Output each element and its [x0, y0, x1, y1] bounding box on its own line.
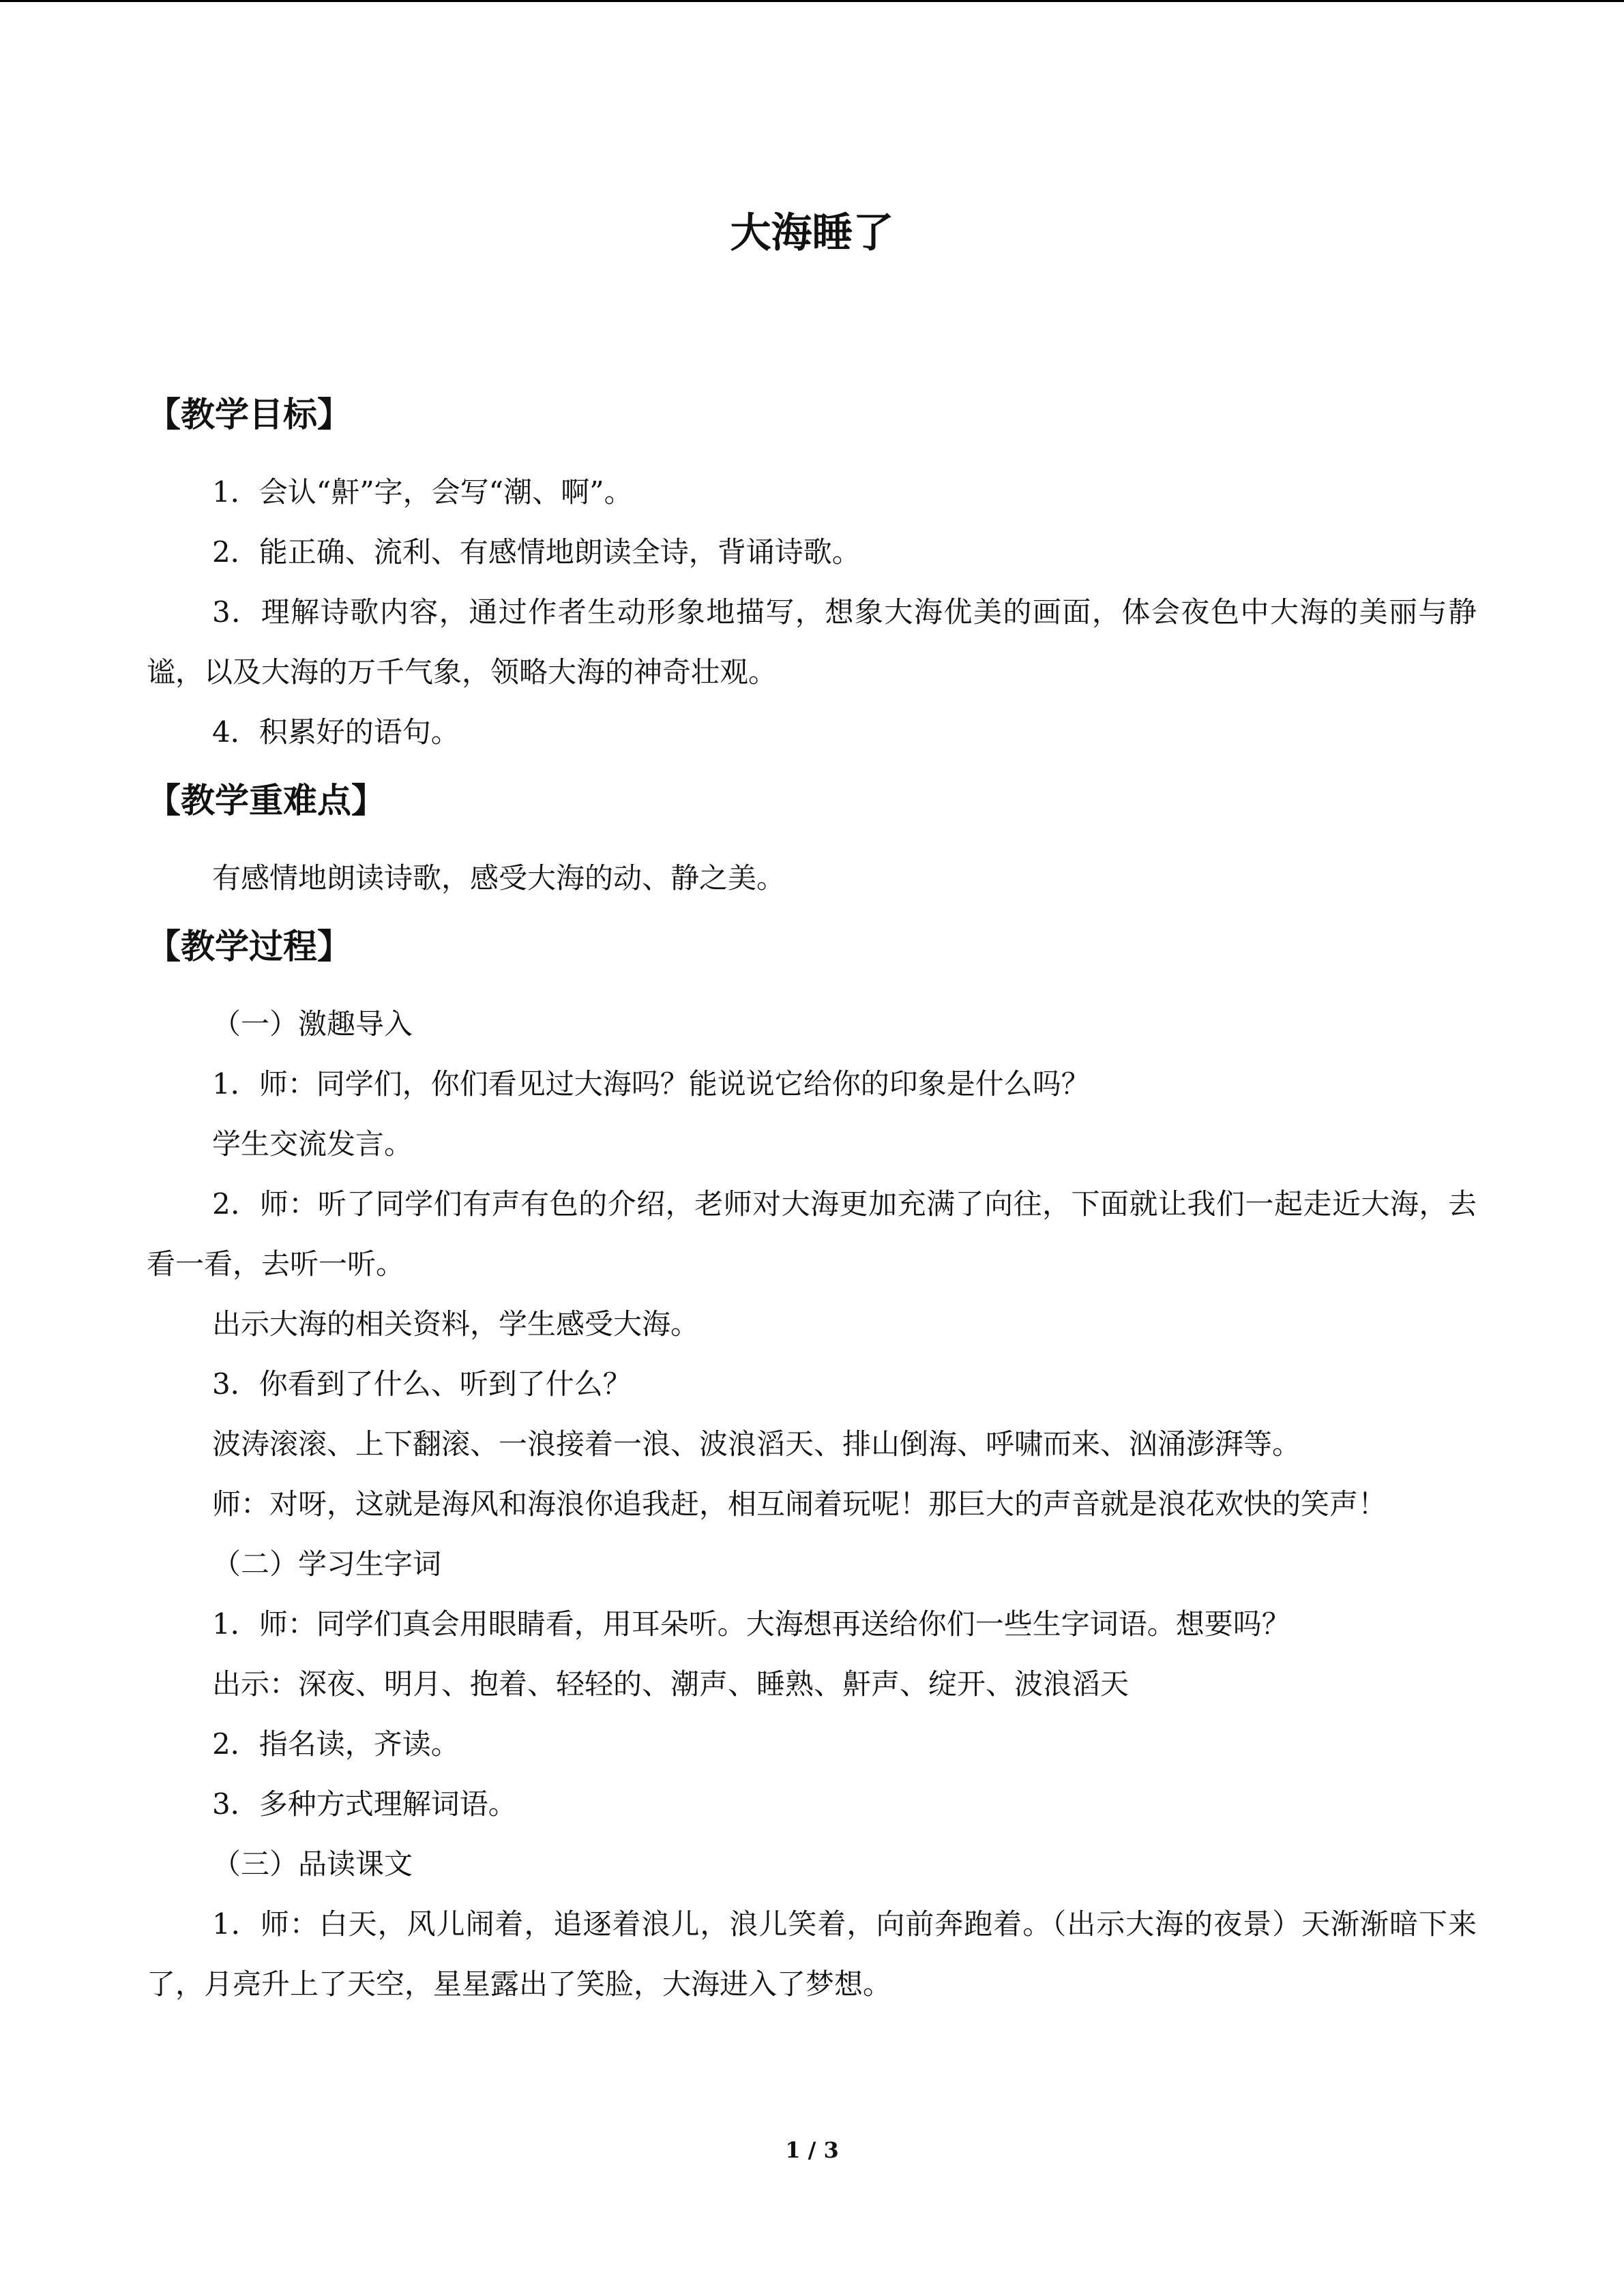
- paragraph: （三）品读课文: [212, 1847, 413, 1881]
- paragraph: 学生交流发言。: [212, 1127, 413, 1161]
- paragraph: 1．师：同学们真会用眼睛看，用耳朵听。大海想再送给你们一些生字词语。想要吗？: [212, 1607, 1290, 1641]
- paragraph: 出示：深夜、明月、抱着、轻轻的、潮声、睡熟、鼾声、绽开、波浪滔天: [212, 1667, 1130, 1701]
- document-title: 大海睡了: [730, 209, 894, 257]
- section-teaching-goals: [147, 382, 1477, 762]
- paragraph: 2．能正确、流利、有感情地朗读全诗，背诵诗歌。: [212, 535, 861, 569]
- paragraph: 出示大海的相关资料，学生感受大海。: [212, 1307, 700, 1341]
- paragraph: 3．多种方式理解词语。: [212, 1787, 517, 1821]
- paragraph: 1．师：白天，风儿闹着，追逐着浪儿，浪儿笑着，向前奔跑着。（出示大海的夜景）天渐渐暗下来了，月亮升上了天空，星星露出了笑脸，大海进入了梦想。: [147, 1907, 1477, 2001]
- paragraph: （二）学习生字词: [212, 1547, 442, 1581]
- paragraph: 波涛滚滚、上下翻滚、一浪接着一浪、波浪滔天、排山倒海、呼啸而来、汹涌澎湃等。: [212, 1427, 1301, 1461]
- section-key-difficulties: [147, 768, 1477, 908]
- page-number: 1 / 3: [785, 2137, 839, 2163]
- paragraph: （一）激趣导入: [212, 1007, 413, 1041]
- paragraph: 3．理解诗歌内容，通过作者生动形象地描写，想象大海优美的画面，体会夜色中大海的美丽与静谧，以及大海的万千气象，领略大海的神奇壮观。: [147, 595, 1477, 689]
- paragraph: 1．会认“鼾”字，会写“潮、啊”。: [212, 475, 633, 509]
- paragraph: 2．师：听了同学们有声有色的介绍，老师对大海更加充满了向往，下面就让我们一起走近大海，去看一看，去听一听。: [147, 1187, 1477, 1281]
- paragraph: 2．指名读，齐读。: [212, 1727, 460, 1761]
- paragraph: 师：对呀，这就是海风和海浪你追我赶，相互闹着玩呢！那巨大的声音就是浪花欢快的笑声！: [212, 1487, 1387, 1521]
- paragraph: 1．师：同学们，你们看见过大海吗？能说说它给你的印象是什么吗？: [212, 1067, 1090, 1101]
- paragraph: 有感情地朗读诗歌，感受大海的动、静之美。: [212, 861, 786, 895]
- section-heading: 【教学目标】: [147, 395, 351, 434]
- document-body: [147, 382, 1477, 2014]
- section-heading: 【教学过程】: [147, 927, 351, 966]
- paragraph: 3．你看到了什么、听到了什么？: [212, 1367, 632, 1401]
- section-heading: 【教学重难点】: [147, 781, 385, 820]
- paragraph: 4．积累好的语句。: [212, 715, 460, 749]
- section-teaching-process: [147, 914, 1477, 2014]
